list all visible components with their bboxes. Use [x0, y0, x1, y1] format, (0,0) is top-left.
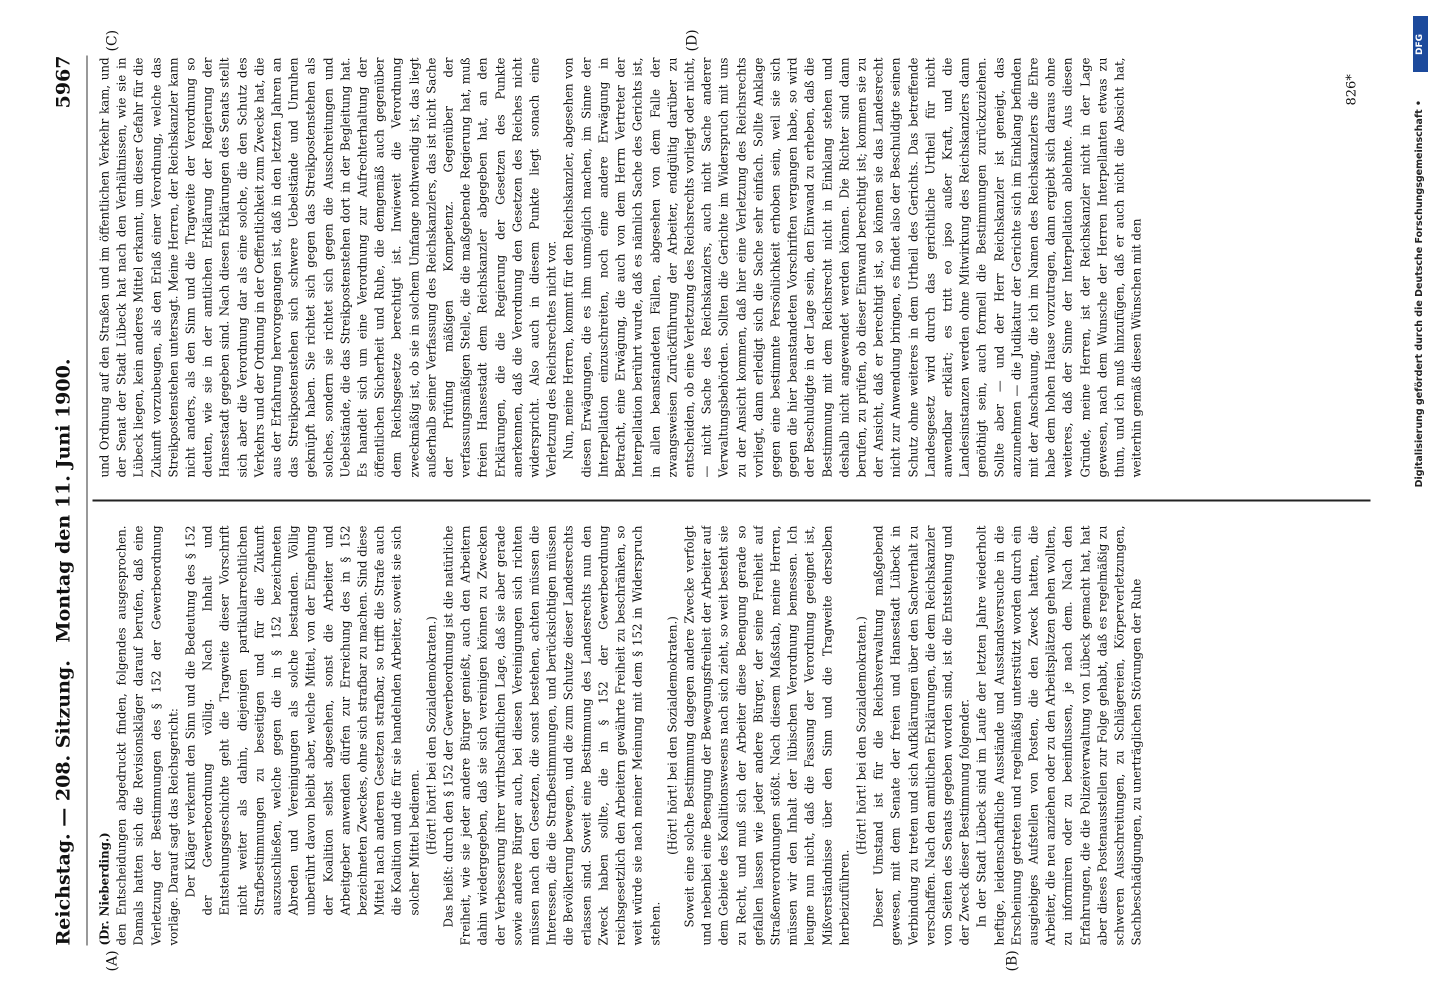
paragraph: und Ordnung auf den Straßen und im öffentlichen Verkehr kam, und der Senat der Stadt Lübeck hat nach den Verhältnissen, wie sie in Lübeck liegen, kein anderes Mittel erkannt, um dieser Gefahr für die Zukunft vorzubeugen, als den Erlaß einer Verordnung, welche das Streikpostenstehen untersagt. Meine Herren, der Reichskanzler kann nicht anders, als den Sinn und die Tragweite der Verordnung so deuten, wie sie in der amtlichen Erklärung der Regierung der Hansestadt gegeben sind. Nach diesen Erklärungen des Senats stellt sich aber die Verordnung dar als eine solche, die den Schutz des Verkehrs und der Ordnung in der Oeffentlichkeit zum Zwecke hat, die aus der Erfahrung hervorgegangen ist, daß in den letzten Jahren an das Streikpostenstehen sich schwere Uebelstände und Unruhen geknüpft haben. Sie richtet sich gegen das Streikpostenstehen als solches, sondern sie richtet sich gegen die Ausschreitungen und Uebelstände, die das Streikpostenstehen dort in der Begleitung hat. Es handelt sich um eine Verordnung zur Aufrechterhaltung der öffentlichen Sicherheit und Ruhe, die demgemäß auch gegenüber dem Reichsgesetze berechtigt ist. Inwieweit die Verordnung zweckmäßig ist, ob sie in solchem Umfange nothwendig ist, das liegt außerhalb seiner Verfassung des Reichskanzlers, das ist nicht Sache der Prüfung mäßigen Kompetenz. Gegenüber der verfassungsmäßigen Stelle, die die maßgebende Regierung hat, muß freien Hansestadt dem Reichskanzler abgegeben hat, an den Erklärungen, die die Regierung der Gesetzen des Punkte anerkennen, daß die Verordnung den Gesetzen des Reiches nicht widerspricht. Also auch in diesem Punkte liegt sonach eine Verletzung des Reichsrechtes nicht vor.: [97, 57, 559, 478]
dfg-logo: DFG: [1413, 16, 1428, 72]
page-number: 5967: [52, 55, 75, 109]
digitization-note-text: Digitalisierung gefördert durch die Deutsche Forschungsgemeinschaft •: [1414, 100, 1425, 488]
quote-paragraph: Der Kläger verkennt den Sinn und die Bedeutung des § 152 der Gewerbeordnung völlig. Nach Inhalt und Entstehungsgeschichte geht die Tragweite dieser Vorschrift nicht weiter als dahin, diejenigen partikularrechtlichen Strafbestimmungen zu beseitigen und für die Zukunft auszuschließen, welche gegen die in § 152 bezeichneten Abreden und Vereinigungen als solche bestanden. Völlig unberührt davon bleibt aber, welche Mittel, von der Eingehung der Koalition selbst abgesehen, sonst die Arbeiter und Arbeitgeber anwenden dürfen zur Erreichung des in § 152 bezeichneten Zweckes, ohne sich strafbar zu machen. Sind diese Mittel nach anderen Gesetzen strafbar, so trifft die Strafe auch die Koalition und die für sie handelnden Arbeiter, soweit sie sich solcher Mittel bedienen.: [183, 525, 422, 916]
interjection: (Hört! hört! bei den Sozialdemokraten.): [424, 616, 439, 855]
digitization-note: [1410, 8, 1432, 992]
paragraph: Soweit eine solche Bestimmung dagegen andere Zwecke verfolgt und nebenbei eine Beengung der Bewegungsfreiheit der Arbeiter auf dem Gebiete des Koalitionswesens nach sich zieht, so weit besteht sie zu Recht, und muß sich der Arbeiter diese Beengung gerade so gefallen lassen wie jeder andere Bürger, der seine Freiheit auf Straßenverordnungen stößt. Nach diesem Maßstab, meine Herren, müssen wir den Inhalt der lübischen Verordnung bemessen. Ich leugne nun nicht, daß die Fassung der Verordnung geeignet ist, Mißverständnisse über den Sinn und die Tragweite derselben herbeizuführen.: [682, 525, 852, 946]
paragraph: Nun, meine Herren, kommt für den Reichskanzler, abgesehen von diesen Erwägungen, die es ihm unmöglich machen, im Sinne der Interpellation einzuschreiten, noch eine andere Erwägung in Betracht, eine Erwägung, die auch von dem Herrn Vertreter der Interpellation berührt wurde, daß es nämlich Sache des Gerichts ist, in allen beanstandeten Fällen, abgesehen von dem Falle der zwangsweisen Zurückführung der Arbeiter, endgültig darüber zu entscheiden, ob eine Verletzung des Reichsrechts vorliegt oder nicht, — nicht Sache des Reichskanzlers, auch nicht Sache anderer Verwaltungsbehörden. Sollten die Gerichte im Widerspruch mit uns zu der Ansicht kommen, daß hier eine Verletzung des Reichsrechts vorliegt, dann erledigt sich die Sache sehr einfach. Sollte Anklage gegen eine bestimmte Persönlichkeit erhoben sein, weil sie sich gegen die hier beanstandeten Vorschriften vergangen habe, so wird der Beschuldigte in der Lage sein, den Einwand zu erheben, daß die Bestimmung mit dem Reichsrecht nicht in Einklang stehen und deshalb nicht angewendet werden können. Die Richter sind dann berufen, zu prüfen, ob dieser Einwand berechtigt ist; kommen sie zu der Ansicht, daß er berechtigt ist, so können sie das Landesrecht nicht zur Anwendung bringen, es findet also der Beschuldigte seinen Schutz ohne weiteres in dem Urtheil des Gerichts. Das betreffende Landesgesetz wird durch das gerichtliche Urtheil für nicht anwendbar erklärt; es tritt eo ipso außer Kraft, und die Landesinstanzen werden ohne Mitwirkung des Reichskanzlers dann genöthigt sein, auch formell die Bestimmungen zurückzuziehen. Sollte aber — und der Herr Reichskanzler ist geneigt, das anzunehmen — die Judikatur der Gerichte sich im Einklang befinden mit der Anschauung, die ich im Namen des Reichskanzlers die Ehre habe dem hohen Hause vorzutragen, dann ergiebt sich daraus ohne weiteres, daß der Sinne der Interpellation ablehnte. Aus diesen Gründe, meine Herren, ist der Reichskanzler nicht in der Lage gewesen, nach dem Wunsche der Herren Interpellanten etwas zu thun, und ich muß hinzufügen, daß er auch nicht die Absicht hat, weiterhin gemäß diesen Wünschen mit den: [561, 57, 1144, 478]
paragraph: Das heißt: durch den § 152 der Gewerbeordnung ist die natürliche Freiheit, wie sie jeder andere Bürger genießt, auch den Arbeitern dahin wiedergegeben, daß sie sich vereinigen können zu Zwecken der Verbesserung ihrer wirthschaftlichen Lage, daß sie aber gerade sowie andere Bürger auch, bei diesen Vereinigungen sich richten müssen nach den Gesetzen, die sonst bestehen, achten müssen die Interessen, die die Strafbestimmungen, und berücksichtigen müssen die Bevölkerung bewegen, und die zum Schutze dieser Landesrechts erlassen sind. Soweit eine Bestimmung des Landesrechts nun den Zweck haben sollte, die in § 152 der Gewerbeordnung reichsgesetzlich den Arbeitern gewährte Freiheit zu beschränken, so weit würde sie nach meiner Meinung mit dem § 152 in Widerspruch stehen.: [441, 525, 662, 946]
header-date: [53, 56, 75, 946]
header-date-text: Montag den 11. Juni 1900.: [52, 358, 75, 643]
page-header: [53, 56, 83, 946]
page-mark: 826*: [1344, 74, 1360, 106]
left-column: [97, 526, 1367, 946]
interjection: (Hört! hört! bei den Sozialdemokraten.): [854, 616, 869, 855]
paragraph: Dieser Umstand ist für die Reichsverwaltung maßgebend gewesen, mit dem Senate der freien und Hansestadt Lübeck in Verbindung zu treten und sich Aufklärungen über den Sachverhalt zu verschaffen. Nach den amtlichen Erklärungen, die dem Reichskanzler von Seiten des Senats gegeben worden sind, ist die Entstehung und der Zweck dieser Bestimmung folgender.: [871, 525, 972, 946]
rotated-page: [45, 26, 1390, 976]
interjection: (Hört! hört! bei den Sozialdemokraten.): [665, 616, 680, 855]
right-column: [97, 58, 1367, 478]
header-rule: [87, 56, 88, 946]
marker-c: (C): [104, 29, 121, 52]
speaker-line: [97, 526, 114, 946]
marker-b: (B): [1004, 950, 1021, 972]
column-divider: [93, 500, 1371, 502]
paragraph: In der Stadt Lübeck sind im Laufe der letzten Jahre wiederholt heftige, leidenschaftliche Ausstände und Ausstandsversuche in die Erscheinung getreten und regelmäßig unterstützt worden durch ein ausgiebiges Aufstellen von Posten, die den Zweck hatten, die Arbeiter, die neu anziehen oder zu den Arbeitsplätzen gehen wollten, zu informiren oder zu beeinflussen, je nach dem. Nach den Erfahrungen, die die Polizeiverwaltung von Lübeck gemacht hat, hat aber dieses Postenausstellen zur Folge gehabt, daß es regelmäßig zu schweren Ausschreitungen, zu Schlägereien, Körperverletzungen, Sachbeschädigungen, zu unerträglichen Störungen der Ruhe: [974, 525, 1144, 946]
speaker-name: (Dr. Nieberding.): [97, 832, 112, 946]
marker-d: (D): [684, 29, 701, 52]
paragraph: den Entscheidungen abgedruckt finden, folgendes ausgesprochen. Damals hatten sich die Revisionskläger darauf berufen, daß eine Verletzung der Bestimmungen des § 152 der Gewerbeordnung vorläge. Darauf sagt das Reichsgericht:: [114, 525, 181, 946]
marker-a: (A): [104, 950, 121, 972]
header-left: Reichstag. — 208. Sitzung.: [52, 660, 75, 946]
